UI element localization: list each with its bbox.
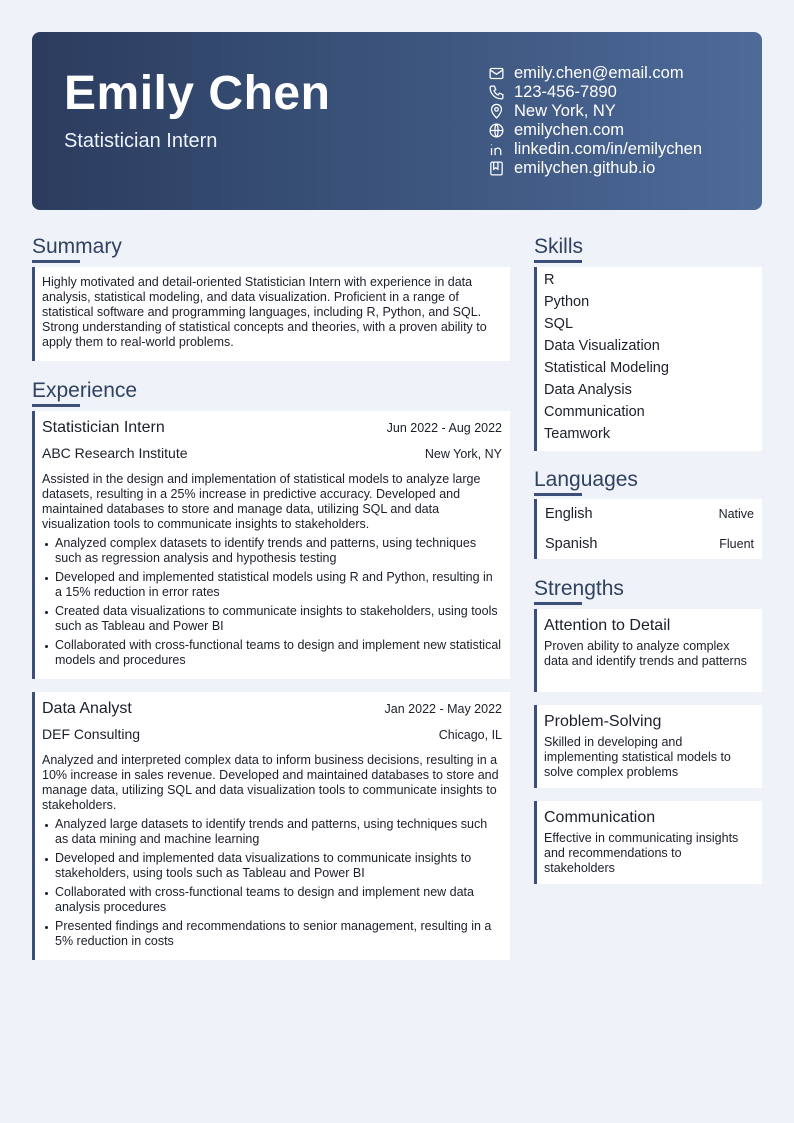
job-bullets bbox=[42, 817, 502, 949]
language-name: English bbox=[545, 506, 593, 522]
contact-website[interactable] bbox=[488, 121, 702, 140]
contact-phone-text: 123-456-7890 bbox=[514, 83, 617, 101]
job-bullet: Analyzed large datasets to identify trends and patterns, using techniques such as data mining and machine learning bbox=[55, 817, 502, 847]
job-bullet: Collaborated with cross-functional teams to design and implement new data analysis procedures bbox=[55, 885, 502, 915]
candidate-title: Statistician Intern bbox=[64, 130, 218, 152]
job-company-row bbox=[42, 726, 502, 746]
job-description: Assisted in the design and implementation of statistical models to analyze large datasets, resulting in a 25% increase in predictive accuracy. Developed and maintained databases to store and manage data, utilizing SQL and data visualization tools to communicate insights to stakeholders. bbox=[42, 472, 481, 531]
languages-underline bbox=[534, 493, 582, 496]
skill-item: Data Visualization bbox=[544, 338, 660, 354]
skills-heading: Skills bbox=[534, 235, 584, 258]
summary-card bbox=[32, 267, 510, 361]
contact-location-text: New York, NY bbox=[514, 102, 616, 120]
job-company: DEF Consulting bbox=[42, 726, 141, 742]
languages-heading: Languages bbox=[534, 468, 638, 491]
strength-description: Effective in communicating insights and recommendations to stakeholders bbox=[544, 831, 739, 875]
job-bullet: Presented findings and recommendations to senior management, resulting in a 5% reduction in costs bbox=[55, 919, 502, 949]
contact-website-text: emilychen.com bbox=[514, 121, 625, 139]
strength-card bbox=[534, 801, 762, 884]
job-location: Chicago, IL bbox=[438, 728, 502, 742]
skill-item: Python bbox=[544, 294, 590, 310]
contact-phone[interactable] bbox=[488, 83, 702, 102]
contact-email-text: emily.chen@email.com bbox=[514, 64, 684, 82]
summary-heading: Summary bbox=[32, 235, 122, 258]
language-item bbox=[534, 529, 762, 559]
skill-item: R bbox=[544, 272, 555, 288]
job-bullet: Collaborated with cross-functional teams to design and implement new statistical models and procedures bbox=[55, 638, 502, 667]
job-company-row bbox=[42, 445, 502, 465]
contact-list bbox=[488, 64, 702, 178]
skill-item: Teamwork bbox=[544, 426, 611, 442]
skills-underline bbox=[534, 260, 582, 263]
contact-linkedin[interactable] bbox=[488, 140, 702, 159]
contact-github-text: emilychen.github.io bbox=[514, 159, 656, 177]
job-title: Data Analyst bbox=[42, 700, 132, 717]
skill-item: Data Analysis bbox=[544, 382, 632, 398]
strength-card bbox=[534, 609, 762, 692]
job-card bbox=[32, 692, 510, 960]
skill-item: Communication bbox=[544, 404, 645, 420]
strength-title: Problem-Solving bbox=[544, 713, 662, 730]
skills-card bbox=[534, 267, 762, 451]
globe-icon bbox=[488, 122, 505, 139]
job-bullets bbox=[42, 536, 502, 668]
contact-location bbox=[488, 102, 702, 121]
job-bullet: Developed and implemented data visualizations to communicate insights to stakeholders, using tools such as Tableau and Power BI bbox=[55, 851, 502, 881]
experience-heading: Experience bbox=[32, 379, 138, 402]
language-name: Spanish bbox=[545, 536, 598, 552]
skill-item: Statistical Modeling bbox=[544, 360, 669, 376]
language-level: Native bbox=[718, 507, 754, 521]
job-dates: Jan 2022 - May 2022 bbox=[384, 702, 502, 716]
strengths-heading: Strengths bbox=[534, 577, 624, 600]
language-item bbox=[534, 499, 762, 529]
candidate-name: Emily Chen bbox=[64, 67, 331, 120]
contact-linkedin-text: linkedin.com/in/emilychen bbox=[514, 140, 703, 158]
job-header-row bbox=[42, 419, 502, 439]
job-description: Analyzed and interpreted complex data to inform business decisions, resulting in a 10% increase in sales revenue. Developed and maintained databases to store and manage data, utilizing SQL and data visualization tools to communicate insights to stakeholders. bbox=[42, 753, 499, 812]
strength-title: Attention to Detail bbox=[544, 617, 671, 634]
job-card bbox=[32, 411, 510, 679]
experience-underline bbox=[32, 404, 80, 407]
skill-item: SQL bbox=[544, 316, 574, 332]
resume-header bbox=[32, 32, 762, 210]
job-header-row bbox=[42, 700, 502, 720]
strength-description: Skilled in developing and implementing statistical models to solve complex problems bbox=[544, 735, 731, 779]
job-bullet: Analyzed complex datasets to identify trends and patterns, using techniques such as regression analysis and hypothesis testing bbox=[55, 536, 502, 566]
language-level: Fluent bbox=[719, 537, 754, 551]
job-bullet: Created data visualizations to communicate insights to stakeholders, using tools such as Tableau and Power BI bbox=[55, 604, 502, 634]
github-icon bbox=[488, 160, 505, 177]
linkedin-icon bbox=[488, 141, 505, 158]
job-company: ABC Research Institute bbox=[42, 445, 188, 461]
job-bullet: Developed and implemented statistical models using R and Python, resulting in a 15% reduction in error rates bbox=[55, 570, 502, 600]
summary-underline bbox=[32, 260, 80, 263]
job-title: Statistician Intern bbox=[42, 419, 165, 436]
strength-card bbox=[534, 705, 762, 788]
location-icon bbox=[488, 103, 505, 120]
phone-icon bbox=[488, 84, 505, 101]
contact-github[interactable] bbox=[488, 159, 702, 178]
summary-text: Highly motivated and detail-oriented Statistician Intern with experience in data analysis, statistical modeling, and data visualization. Proficient in a range of statistical software and programming languages, including R, Python, and SQL. Strong understanding of statistical concepts and theories, with a proven ability to apply them to real-world problems. bbox=[42, 275, 487, 349]
job-location: New York, NY bbox=[424, 447, 502, 461]
strength-title: Communication bbox=[544, 809, 656, 826]
contact-email[interactable] bbox=[488, 64, 702, 83]
job-dates: Jun 2022 - Aug 2022 bbox=[386, 421, 502, 435]
strengths-underline bbox=[534, 602, 582, 605]
strength-description: Proven ability to analyze complex data and identify trends and patterns bbox=[544, 639, 747, 668]
email-icon bbox=[488, 65, 505, 82]
